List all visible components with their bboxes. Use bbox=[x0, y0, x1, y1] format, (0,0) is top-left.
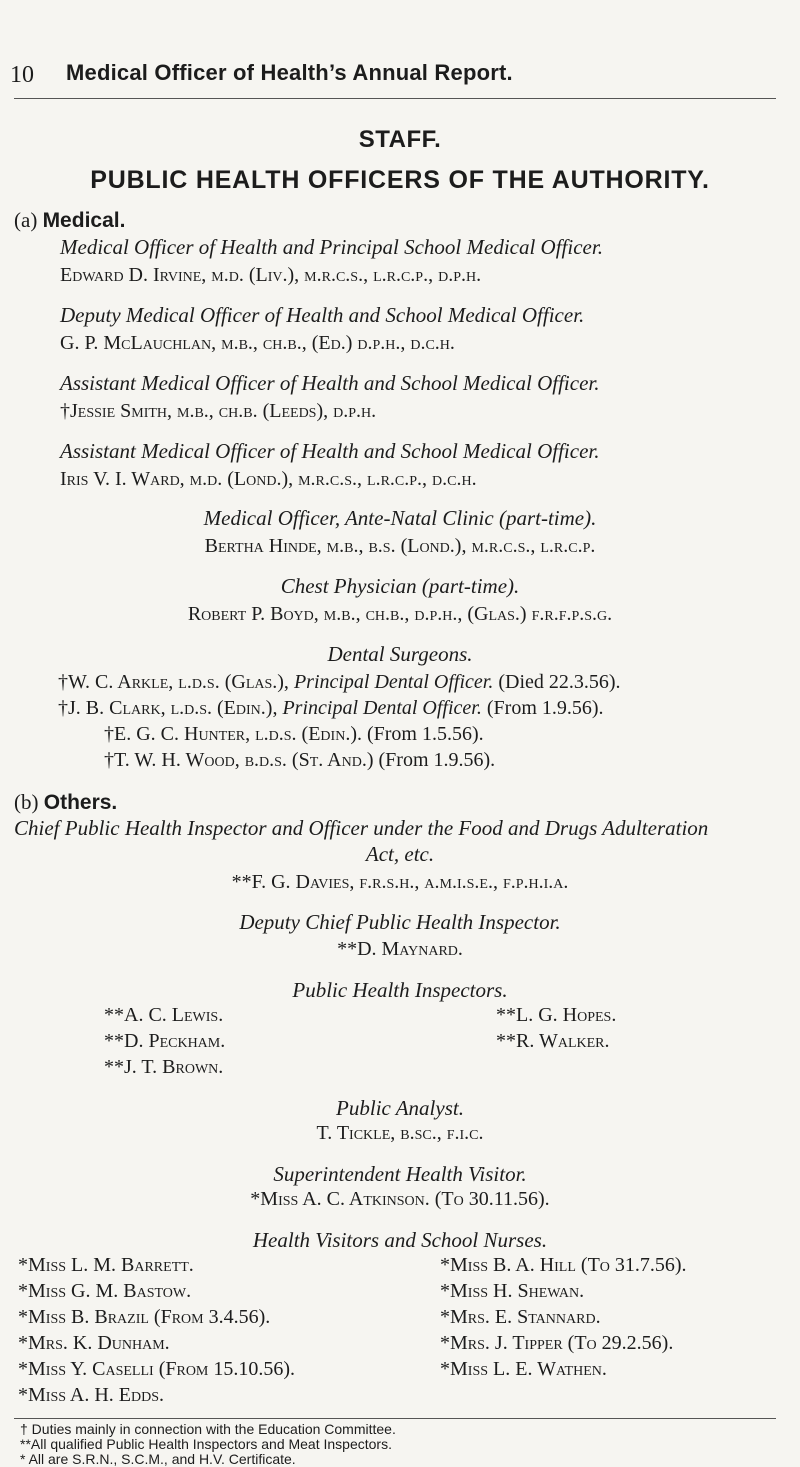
deputy-inspector-name: **D. Maynard. bbox=[337, 938, 463, 960]
nurse-right-4: *Mrs. J. Tipper (To 29.2.56). bbox=[440, 1332, 674, 1354]
dental-note-3: (From 1.5.56). bbox=[366, 723, 484, 745]
medical-heading bbox=[14, 208, 125, 233]
analyst-name: T. Tickle, b.sc., f.i.c. bbox=[316, 1122, 484, 1144]
running-title: Medical Officer of Health’s Annual Report. bbox=[66, 60, 513, 85]
others-heading-text: Others. bbox=[43, 791, 118, 814]
footnote-3: * All are S.R.N., S.C.M., and H.V. Certificate. bbox=[20, 1451, 296, 1467]
medical-name-1: Edward D. Irvine, m.d. (Liv.), m.r.c.s., l.r.c.p., d.p.h. bbox=[60, 264, 482, 286]
medical-title-6: Chest Physician (part-time). bbox=[280, 574, 520, 598]
others-label: (b) bbox=[14, 790, 39, 814]
visitor-title: Superintendent Health Visitor. bbox=[273, 1162, 527, 1186]
deputy-inspector-title: Deputy Chief Public Health Inspector. bbox=[239, 910, 561, 934]
dental-row-3 bbox=[104, 723, 484, 746]
dental-note-4: (From 1.9.56). bbox=[378, 749, 496, 771]
inspector-right-2: **R. Walker. bbox=[496, 1030, 610, 1052]
nurse-right-2: *Miss H. Shewan. bbox=[440, 1280, 585, 1302]
chief-inspector-name: **F. G. Davies, f.r.s.h., a.m.i.s.e., f.p.h.i.a. bbox=[231, 871, 569, 893]
dental-row-4 bbox=[104, 749, 495, 772]
medical-title-4: Assistant Medical Officer of Health and School Medical Officer. bbox=[60, 439, 600, 463]
nurse-right-3: *Mrs. E. Stannard. bbox=[440, 1306, 601, 1328]
dental-note-2: (From 1.9.56). bbox=[486, 697, 604, 719]
medical-name-2: G. P. McLauchlan, m.b., ch.b., (Ed.) d.p.h., d.c.h. bbox=[60, 332, 455, 354]
footnote-2: **All qualified Public Health Inspectors and Meat Inspectors. bbox=[20, 1436, 392, 1452]
dental-note-1: (Died 22.3.56). bbox=[498, 671, 621, 693]
medical-heading-text: Medical. bbox=[42, 209, 126, 232]
chief-inspector-title: Chief Public Health Inspector and Officer under the Food and Drugs Adulteration bbox=[14, 816, 709, 840]
nurse-right-1: *Miss B. A. Hill (To 31.7.56). bbox=[440, 1254, 687, 1276]
dental-role-2: Principal Dental Officer. bbox=[282, 697, 482, 719]
inspectors-title: Public Health Inspectors. bbox=[292, 978, 508, 1002]
header-rule bbox=[14, 98, 776, 99]
nurse-left-2: *Miss G. M. Bastow. bbox=[18, 1280, 192, 1302]
inspector-left-2: **D. Peckham. bbox=[104, 1030, 226, 1052]
medical-title-5: Medical Officer, Ante-Natal Clinic (part-time). bbox=[203, 506, 597, 530]
section-title: PUBLIC HEALTH OFFICERS OF THE AUTHORITY. bbox=[90, 166, 710, 194]
medical-title-3: Assistant Medical Officer of Health and School Medical Officer. bbox=[60, 371, 600, 395]
nurse-left-4: *Mrs. K. Dunham. bbox=[18, 1332, 170, 1354]
nurse-left-1: *Miss L. M. Barrett. bbox=[18, 1254, 194, 1276]
nurses-title: Health Visitors and School Nurses. bbox=[252, 1228, 548, 1252]
dental-name-3: †E. G. C. Hunter, l.d.s. (Edin.). bbox=[104, 723, 362, 745]
medical-name-5: Bertha Hinde, m.b., b.s. (Lond.), m.r.c.s., l.r.c.p. bbox=[204, 535, 596, 557]
nurse-left-3: *Miss B. Brazil (From 3.4.56). bbox=[18, 1306, 271, 1328]
dental-heading: Dental Surgeons. bbox=[327, 642, 473, 666]
inspector-left-1: **A. C. Lewis. bbox=[104, 1004, 224, 1026]
medical-name-4: Iris V. I. Ward, m.d. (Lond.), m.r.c.s., l.r.c.p., d.c.h. bbox=[60, 468, 477, 490]
footnote-rule bbox=[14, 1418, 776, 1419]
running-header bbox=[0, 58, 800, 88]
nurse-right-5: *Miss L. E. Wathen. bbox=[440, 1358, 607, 1380]
medical-title-1: Medical Officer of Health and Principal School Medical Officer. bbox=[60, 235, 603, 259]
analyst-title: Public Analyst. bbox=[336, 1096, 464, 1120]
staff-title: STAFF. bbox=[358, 126, 442, 153]
medical-name-6: Robert P. Boyd, m.b., ch.b., d.p.h., (Glas.) f.r.f.p.s.g. bbox=[187, 603, 613, 625]
dental-name-4: †T. W. H. Wood, b.d.s. (St. And.) bbox=[104, 749, 374, 771]
medical-label: (a) bbox=[14, 208, 38, 232]
dental-row-2 bbox=[58, 697, 604, 720]
footnote-1: † Duties mainly in connection with the Education Committee. bbox=[20, 1421, 396, 1437]
page-number: 10 bbox=[10, 62, 34, 88]
visitor-name: *Miss A. C. Atkinson. (To 30.11.56). bbox=[250, 1188, 550, 1210]
nurse-left-5: *Miss Y. Caselli (From 15.10.56). bbox=[18, 1358, 296, 1380]
chief-inspector-title-cont: Act, etc. bbox=[365, 842, 435, 866]
inspector-right-1: **L. G. Hopes. bbox=[496, 1004, 617, 1026]
others-heading bbox=[14, 790, 117, 815]
dental-name-2: †J. B. Clark, l.d.s. (Edin.), bbox=[58, 697, 278, 719]
medical-title-2: Deputy Medical Officer of Health and School Medical Officer. bbox=[60, 303, 585, 327]
inspector-left-3: **J. T. Brown. bbox=[104, 1056, 224, 1078]
nurse-left-6: *Miss A. H. Edds. bbox=[18, 1384, 165, 1406]
dental-name-1: †W. C. Arkle, l.d.s. (Glas.), bbox=[58, 671, 289, 693]
dental-role-1: Principal Dental Officer. bbox=[293, 671, 494, 693]
dental-row-1 bbox=[58, 671, 621, 694]
medical-name-3: †Jessie Smith, m.b., ch.b. (Leeds), d.p.h. bbox=[60, 400, 377, 422]
